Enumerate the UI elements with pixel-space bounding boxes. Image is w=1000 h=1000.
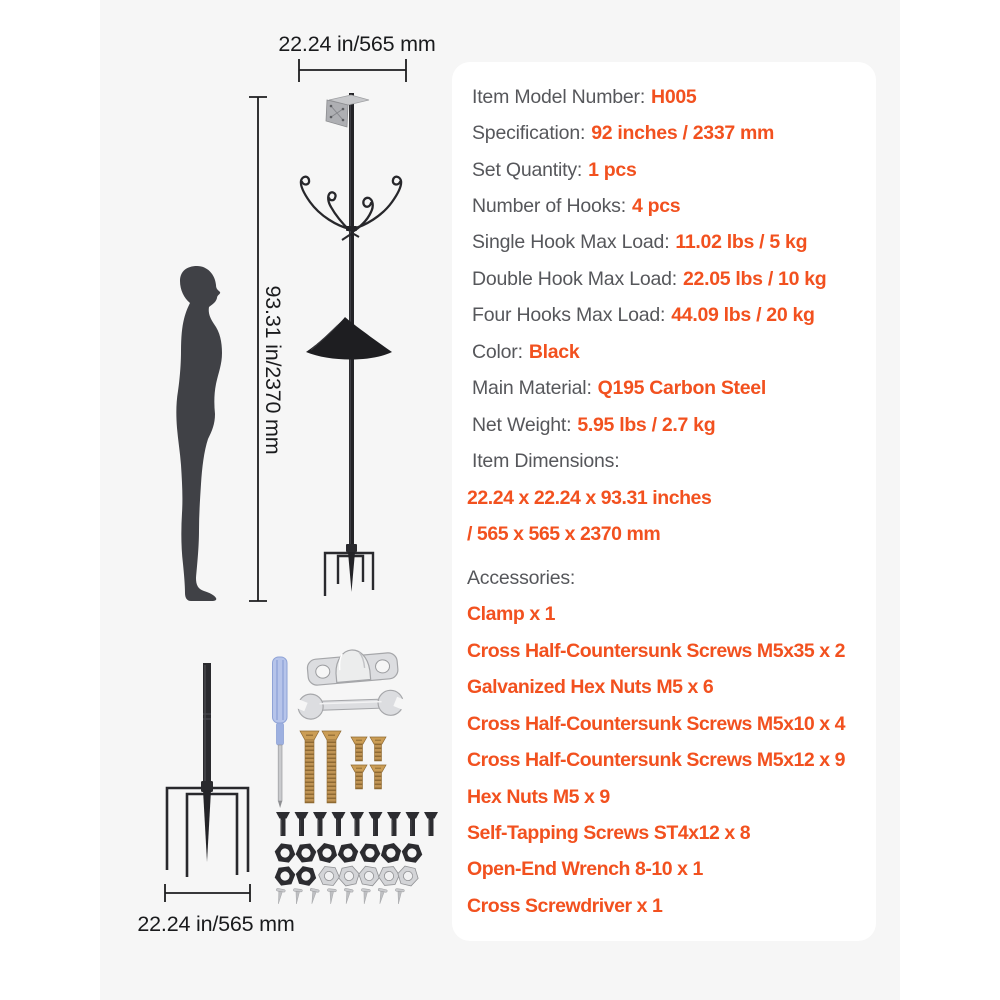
ground-spike-illustration bbox=[167, 663, 248, 877]
spec-row bbox=[452, 225, 876, 261]
wrench-illustration bbox=[288, 690, 413, 720]
spec-label: Item Model Number: bbox=[472, 85, 646, 108]
accessory-item: Open-End Wrench 8-10 x 1 bbox=[467, 858, 703, 881]
short-brass-screws bbox=[351, 737, 386, 789]
spec-row bbox=[452, 261, 876, 297]
spike-width-dimension-label: 22.24 in/565 mm bbox=[137, 912, 295, 936]
spec-label: Set Quantity: bbox=[472, 158, 583, 181]
accessory-item: Clamp x 1 bbox=[467, 603, 556, 626]
accessory-item: Cross Screwdriver x 1 bbox=[467, 894, 663, 917]
top-width-dimension-label: 22.24 in/565 mm bbox=[278, 32, 436, 56]
pole-ground-spike bbox=[325, 544, 373, 596]
spacer bbox=[452, 553, 876, 561]
tapping-screws-row bbox=[274, 888, 405, 905]
spec-label: Double Hook Max Load: bbox=[472, 267, 678, 290]
screwdriver-illustration bbox=[273, 657, 288, 808]
black-screws-row bbox=[276, 812, 438, 836]
spec-row bbox=[452, 443, 876, 479]
squirrel-baffle bbox=[306, 317, 392, 360]
spec-value: Black bbox=[528, 340, 580, 363]
spec-value: 22.05 lbs / 10 kg bbox=[683, 267, 827, 290]
spec-label: Number of Hooks: bbox=[472, 195, 626, 218]
clamp-illustration bbox=[306, 646, 398, 686]
accessory-item: Cross Half-Countersunk Screws M5x10 x 4 bbox=[467, 712, 846, 735]
accessory-kit-illustration bbox=[273, 646, 439, 904]
feeder-pole-illustration bbox=[301, 93, 401, 596]
mixed-nuts-row bbox=[273, 865, 420, 887]
accessories-list bbox=[452, 597, 876, 925]
spec-value: 11.02 lbs / 5 kg bbox=[675, 231, 808, 254]
spec-label: Specification: bbox=[472, 122, 586, 145]
spec-row bbox=[452, 188, 876, 224]
spec-label: Net Weight: bbox=[472, 413, 572, 436]
accessory-item: Self-Tapping Screws ST4x12 x 8 bbox=[467, 821, 751, 844]
spec-value: 5.95 lbs / 2.7 kg bbox=[577, 413, 716, 436]
spec-label: Color: bbox=[472, 340, 523, 363]
item-dimensions-line: 22.24 x 22.24 x 93.31 inches bbox=[467, 486, 712, 509]
long-brass-screws bbox=[300, 731, 341, 803]
spec-card bbox=[452, 62, 876, 941]
spec-value: Q195 Carbon Steel bbox=[597, 377, 766, 400]
spec-row bbox=[452, 371, 876, 407]
spec-row bbox=[452, 407, 876, 443]
spec-value: H005 bbox=[651, 85, 697, 108]
spec-label: Main Material: bbox=[472, 377, 592, 400]
spec-row bbox=[452, 79, 876, 115]
spec-row bbox=[452, 115, 876, 151]
top-dimension-line bbox=[299, 59, 406, 82]
item-dimensions-values bbox=[452, 480, 876, 553]
accessory-item: Galvanized Hex Nuts M5 x 6 bbox=[467, 676, 714, 699]
accessory-item: Cross Half-Countersunk Screws M5x35 x 2 bbox=[467, 639, 846, 662]
spec-value: 44.09 lbs / 20 kg bbox=[671, 304, 815, 327]
spike-dimension-line bbox=[165, 884, 250, 902]
spec-row bbox=[452, 152, 876, 188]
item-dimensions-line: / 565 x 565 x 2370 mm bbox=[467, 522, 661, 545]
mounting-plate bbox=[326, 95, 369, 127]
spec-row bbox=[452, 298, 876, 334]
accessory-item: Cross Half-Countersunk Screws M5x12 x 9 bbox=[467, 749, 846, 772]
spec-value: 1 pcs bbox=[588, 158, 637, 181]
spec-value: 92 inches / 2337 mm bbox=[591, 122, 775, 145]
height-dimension-label: 93.31 in/2370 mm bbox=[261, 285, 285, 455]
spec-label: Single Hook Max Load: bbox=[472, 231, 670, 254]
spec-row bbox=[452, 334, 876, 370]
accessories-heading: Accessories: bbox=[467, 566, 576, 589]
accessory-item: Hex Nuts M5 x 9 bbox=[467, 785, 610, 808]
spec-value: 4 pcs bbox=[631, 195, 681, 218]
spec-label: Four Hooks Max Load: bbox=[472, 304, 666, 327]
spec-label: Item Dimensions: bbox=[472, 450, 620, 473]
spec-list bbox=[452, 79, 876, 480]
human-silhouette bbox=[176, 266, 222, 601]
hex-nuts-row bbox=[273, 842, 423, 864]
